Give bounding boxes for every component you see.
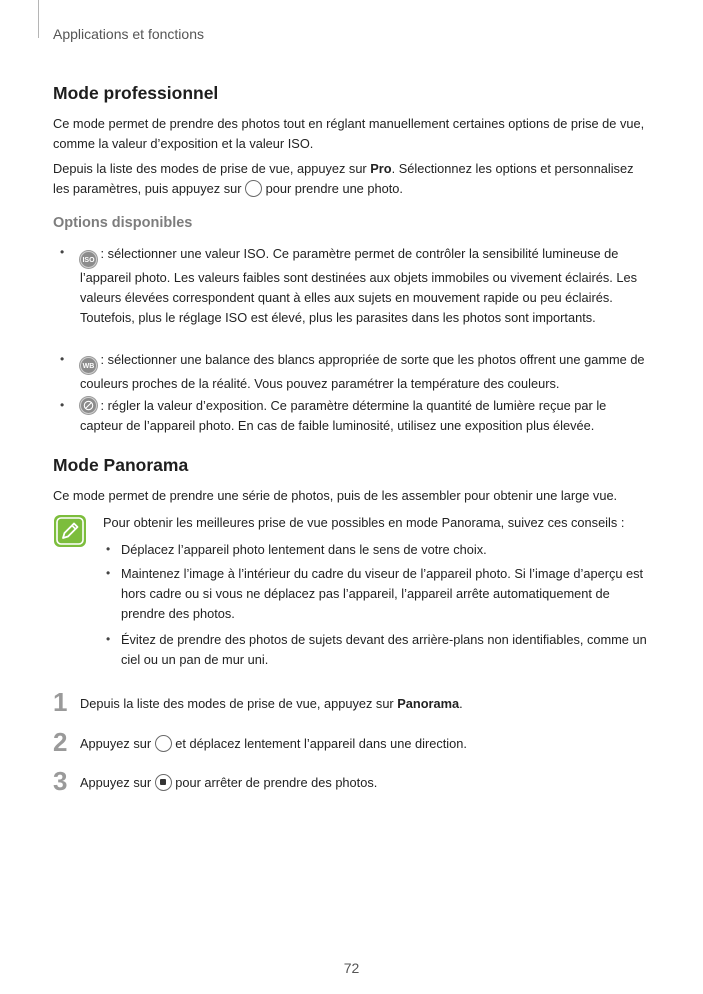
step-2-after: et déplacez lentement l’appareil dans une direction. [171, 736, 467, 751]
option-wb [80, 350, 646, 394]
step-number: 2 [53, 727, 68, 757]
step-3-before: Appuyez sur [80, 775, 155, 790]
tip-bullet: • [106, 566, 111, 580]
white-balance-icon: WB [80, 357, 97, 374]
step-1-before: Depuis la liste des modes de prise de vue, appuyez sur [80, 696, 398, 711]
step-number: 1 [53, 687, 68, 717]
option-iso [80, 244, 646, 328]
running-header: Applications et fonctions [53, 26, 204, 42]
options-subtitle: Options disponibles [53, 215, 193, 231]
bullet-dot: • [60, 352, 65, 366]
step-2-text [80, 734, 467, 754]
panorama-intro: Ce mode permet de prendre une série de photos, puis de les assembler pour obtenir une large vue. [53, 488, 618, 503]
stop-icon [155, 774, 172, 791]
shutter-icon [245, 180, 262, 197]
iso-icon: ISO [80, 251, 97, 268]
step-number: 3 [53, 766, 68, 796]
option-iso-text: : sélectionner une valeur ISO. Ce paramètre permet de contrôler la sensibilité lumineuse de l’appareil photo. Les valeurs faibles sont destinées aux objets immobiles ou vivement éclairés. Les valeurs élevées correspondent quant à elles aux sujets en mouvement rapide ou peu éclairés. Toutefois, plus le réglage ISO est élevé, plus les parasites dans les photos sont importants. [80, 246, 637, 325]
exposure-icon [80, 397, 97, 414]
step-3-text [80, 773, 377, 793]
section-title-pro: Mode professionnel [53, 83, 219, 103]
pro-instr-before: Depuis la liste des modes de prise de vue, appuyez sur [53, 161, 371, 176]
pro-instr-after: . Sélectionnez les options et personnalisez les paramètres, puis appuyez sur [53, 161, 634, 196]
tip-item: Déplacez l’appareil photo lentement dans le sens de votre choix. [121, 542, 487, 557]
note-lead: Pour obtenir les meilleures prise de vue possibles en mode Panorama, suivez ces conseils : [103, 515, 625, 530]
step-2-before: Appuyez sur [80, 736, 155, 751]
step-3-after: pour arrêter de prendre des photos. [171, 775, 378, 790]
pro-instr-end: pour prendre une photo. [262, 181, 403, 196]
tip-bullet: • [106, 632, 111, 646]
corner-rule [38, 0, 39, 38]
step-1-text [80, 694, 463, 714]
option-exposure [80, 396, 646, 436]
tip-bullet: • [106, 542, 111, 556]
bullet-dot: • [60, 245, 65, 259]
step-1-after: . [459, 696, 463, 711]
shutter-icon [155, 735, 172, 752]
pro-intro: Ce mode permet de prendre des photos tout en réglant manuellement certaines options de prise de vue, comme la valeur d’exposition et la valeur ISO. [53, 116, 645, 151]
page-number: 72 [343, 960, 360, 976]
step-1-bold: Panorama [397, 696, 460, 711]
pro-instructions [53, 159, 649, 199]
pro-mode-name: Pro [370, 161, 392, 176]
bullet-dot: • [60, 398, 65, 412]
note-pencil-icon [53, 514, 87, 548]
tip-item: Évitez de prendre des photos de sujets devant des arrière-plans non identifiables, comme un ciel ou un pan de mur uni. [121, 632, 647, 667]
option-exposure-text: : régler la valeur d’exposition. Ce paramètre détermine la quantité de lumière reçue par le capteur de l’appareil photo. En cas de faible luminosité, utilisez une exposition plus élevée. [80, 398, 607, 433]
section-title-panorama: Mode Panorama [53, 455, 189, 475]
tip-item: Maintenez l’image à l’intérieur du cadre du viseur de l’appareil photo. Si l’image d’aperçu est hors cadre ou si vous ne déplacez pas l’appareil, l’appareil arrête automatiquement de prendre des photos. [121, 566, 644, 621]
option-wb-text: : sélectionner une balance des blancs appropriée de sorte que les photos offrent une gamme de couleurs proches de la réalité. Vous pouvez paramétrer la température des couleurs. [80, 352, 645, 391]
